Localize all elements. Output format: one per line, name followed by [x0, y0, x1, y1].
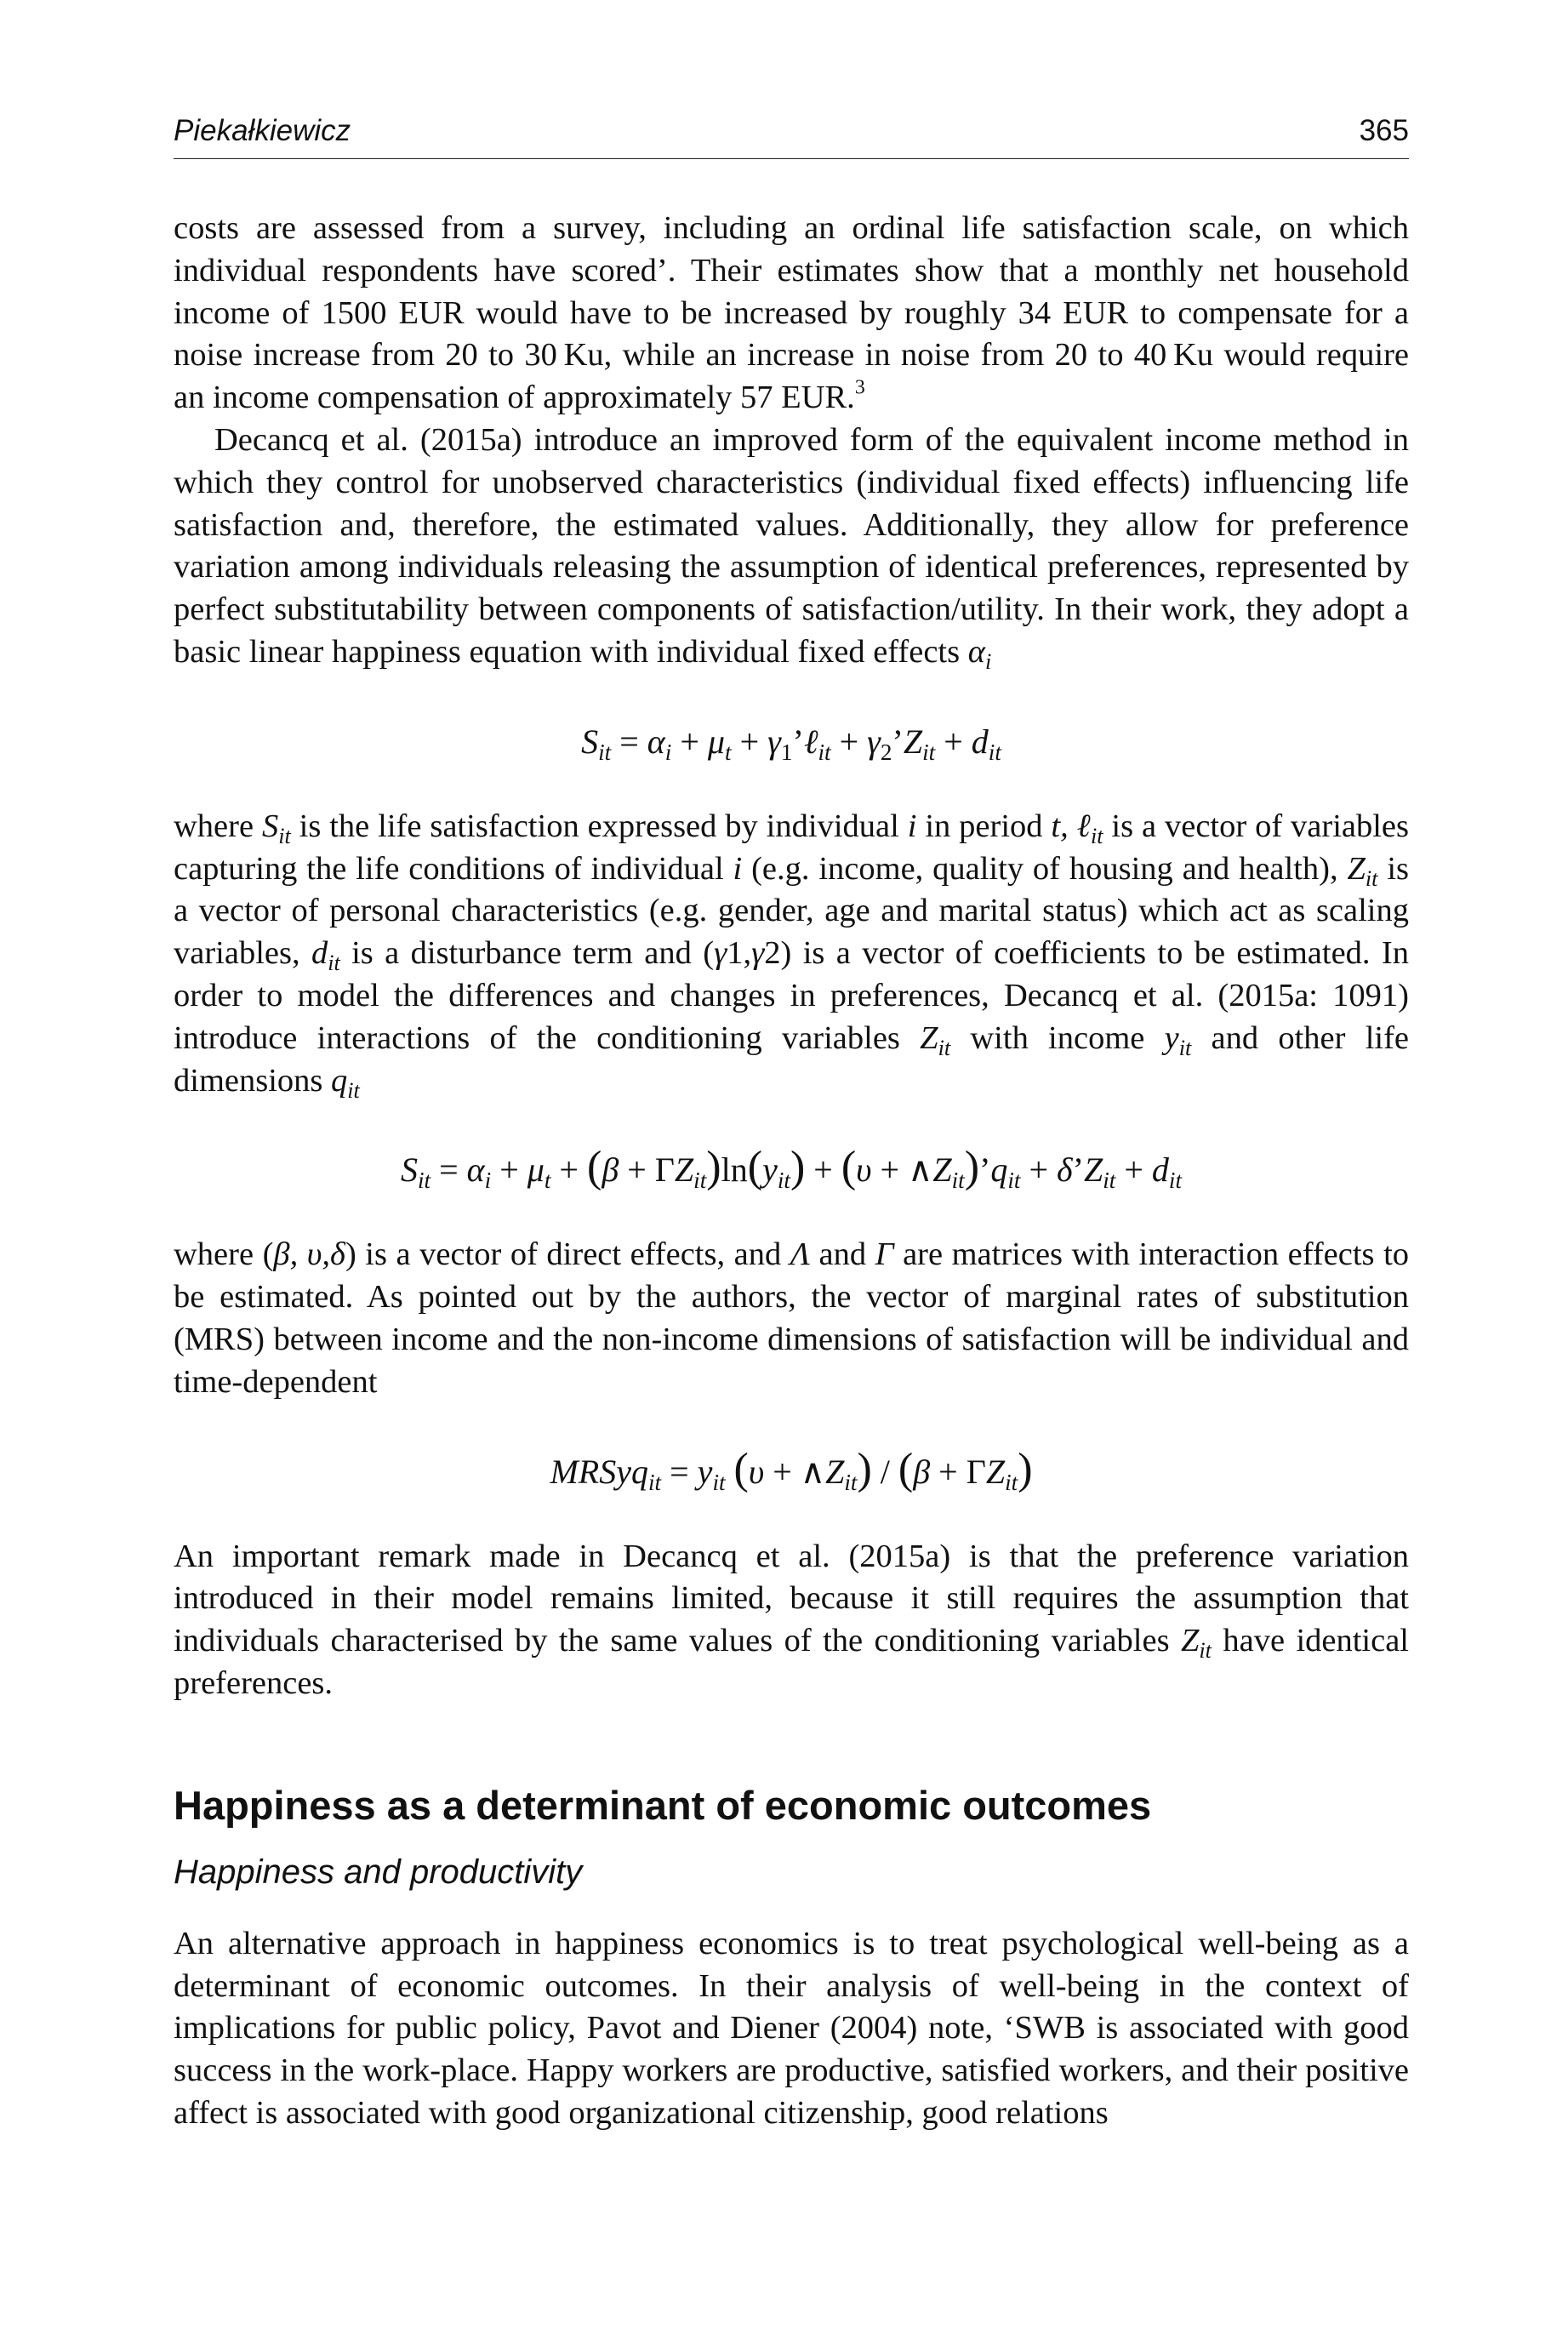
footnote-ref-3: 3 [854, 376, 865, 399]
symbol-alpha: α [967, 633, 985, 670]
article-body [174, 208, 1409, 2135]
page-number: 365 [1359, 114, 1409, 147]
paragraph-1-text: costs are assessed from a survey, including an ordinal life satisfaction scale, on which individual respondents have scored’. Their estimates show that a monthly net household income of 1500 EUR would have to be increased by roughly 34 EUR to compensate for a noise increase from 20 to 30 Ku, while an increase in noise from 20 to 40 Ku would require an income compensation of approximately 57 EUR. [174, 210, 1409, 416]
paragraph-6: An alternative approach in happiness economics is to treat psychological well-being as a determinant of economic outcomes. In their analysis of well-being in the context of implications for public policy, Pavot and Diener (2004) note, ‘SWB is associated with good success in the work-place. Happy workers are productive, satisfied workers, and their positive affect is associated with good organizational citizenship, good relations [174, 1925, 1409, 2131]
paragraph-2 [174, 420, 1409, 674]
equation-2: $S_{it} = \alpha_i + \mu_t + (\beta + \Gamma Z_{it})\ln(y_{it}) + (\upsilon$ + $\wedge Z_{it})’q_{it}$ + $\delta’Z_{it} + d_{it}$ [400, 1143, 1182, 1194]
paragraph-2-text: Decancq et al. (2015a) introduce an improved form of the equivalent income method in which they control for unobserved characteristics (individual fixed effects) influencing life satisfaction and, therefore, the estimated values. Additionally, they allow for preference variation among individuals releasing the assumption of identical preferences, represented by perfect substitutability between components of satisfaction/utility. In their work, they adopt a basic linear happiness equation with individual fixed effects [174, 421, 1409, 670]
paragraph-3: where $S_{it}$ is the life satisfaction expressed by individual i in period t, ℓ$_{it}$ is a vector of variables capturing the life conditions of individual i (e.g. income, quality of housing and health), $Z_{it}$ is a vector of personal characteristics (e.g. gender, age and marital status) which act as scaling variables, $d_{it}$ is a disturbance term and (γ1,γ2) is a vector of coefficients to be estimated. In order to model the differences and changes in preferences, Decancq et al. (2015a: 1091) introduce interactions of the conditioning variables $Z_{it}$ with income $y_{it}$ and other life dimensions $q_{it}$ [174, 808, 1409, 1103]
section-heading: Happiness as a determinant of economic outcomes [174, 1782, 1152, 1828]
paragraph-5: An important remark made in Decancq et al. (2015a) is that the preference variation introduced in their model remains limited, because it still requires the assumption that individuals characterised by the same values of the conditioning variables $Z_{it}$ have identical preferences. [174, 1538, 1409, 1701]
paragraph-4: where (β, υ,δ) is a vector of direct effects, and Λ and Γ are matrices with interaction effects to be estimated. As pointed out by the authors, the vector of marginal rates of substitution (MRS) between income and the non-income dimensions of satisfaction will be individual and time-dependent [174, 1236, 1410, 1400]
equation-1: $S_{it} = \alpha_i + \mu_t$ + $\gamma_1’\ell_{it}$ + $\gamma_2’Z_{it} + d_{it}$ [581, 722, 1001, 765]
subscript-i: i [984, 648, 992, 674]
equation-3: MRSyq$_{it}$ = $y_{it}$ $(\upsilon + \wedge Z_{it}) / (\beta + \Gamma Z_{it})$ [550, 1444, 1033, 1495]
subsection-heading: Happiness and productivity [174, 1852, 583, 1891]
running-header [174, 109, 1409, 159]
paragraph-1 [174, 208, 1409, 420]
running-header-author: Piekałkiewicz [174, 114, 351, 147]
